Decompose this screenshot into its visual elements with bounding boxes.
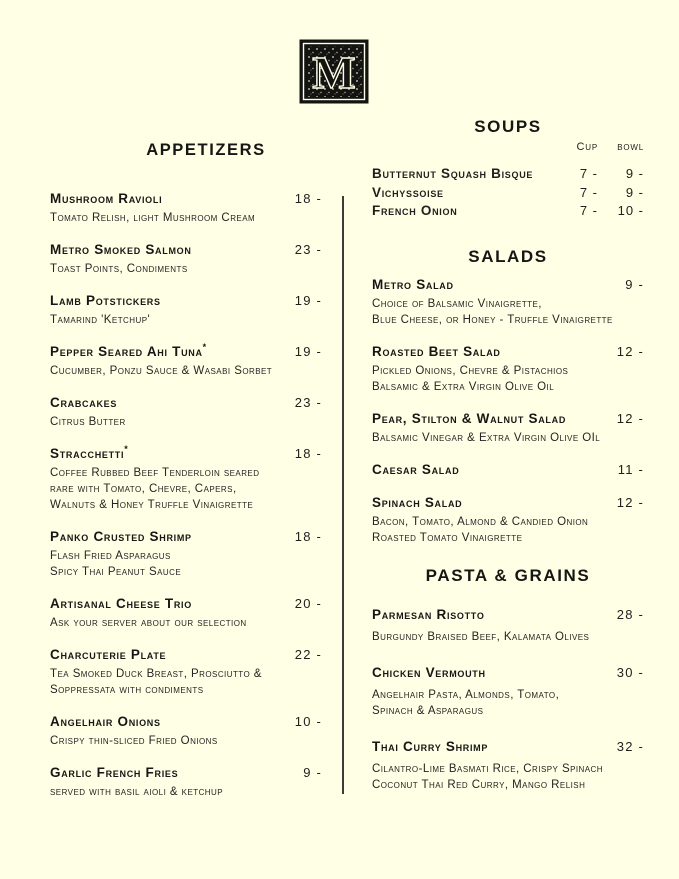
- menu-item: [50, 527, 322, 580]
- appetizers-section: [50, 141, 322, 814]
- soup-bowl-price: 9 -: [625, 184, 644, 200]
- menu-item: [50, 645, 322, 698]
- menu-item-asterisk: *: [124, 444, 128, 454]
- menu-item-price: 19 -: [294, 344, 322, 359]
- description-line: Toast Points, Condiments: [50, 263, 188, 275]
- menu-item-name: Garlic French Fries: [50, 765, 179, 780]
- menu-item-name: Lamb Potstickers: [50, 293, 161, 308]
- menu-item-name: Crabcakes: [50, 395, 118, 410]
- menu-item-name: Metro Smoked Salmon: [50, 242, 192, 257]
- menu-item-price: 10 -: [294, 714, 322, 729]
- menu-item-price: 23 -: [294, 395, 322, 410]
- menu-item: [50, 444, 322, 513]
- menu-item-row: [372, 605, 644, 624]
- menu-item-row: [50, 444, 322, 463]
- description-line: Blue Cheese, or Honey - Truffle Vinaigrette: [372, 313, 613, 326]
- menu-item-description: [372, 296, 644, 328]
- menu-item-row: [372, 737, 644, 756]
- column-divider-line: [342, 196, 344, 794]
- menu-item-price: 30 -: [616, 664, 644, 680]
- right-column-sections: [372, 117, 644, 811]
- menu-item-price: 18 -: [294, 529, 322, 544]
- menu-item: [50, 240, 322, 277]
- menu-item-row: [50, 240, 322, 259]
- menu-item-description: [50, 784, 322, 800]
- menu-item: [372, 737, 644, 793]
- description-line: Flash Fried Asparagus: [50, 550, 171, 562]
- menu-item-description: [50, 312, 322, 328]
- menu-item: [372, 460, 644, 479]
- menu-item-price: 9 -: [303, 765, 322, 780]
- menu-item: [50, 594, 322, 631]
- menu-item: [372, 342, 644, 395]
- menu-item-price: 12 -: [616, 494, 644, 510]
- description-line: Balsamic & Extra Virgin Olive Oil: [372, 380, 555, 393]
- soup-cup-price: 7 -: [579, 166, 598, 181]
- menu-item-price: 11 -: [617, 461, 644, 477]
- pasta-item-list: [372, 605, 644, 793]
- menu-item-row: [50, 393, 322, 412]
- pasta-grains-heading: PASTA & GRAINS: [425, 565, 591, 585]
- menu-item-price: 20 -: [294, 596, 322, 611]
- description-line: Tomato Relish, light Mushroom Cream: [50, 212, 256, 224]
- menu-item-description: [50, 261, 322, 277]
- soup-item-row: [372, 202, 644, 221]
- menu-item: [50, 712, 322, 749]
- description-line: Cucumber, Ponzu Sauce & Wasabi Sorbet: [50, 365, 273, 377]
- menu-item-name: Artisanal Cheese Trio: [50, 596, 192, 611]
- menu-item-price: 28 -: [616, 606, 644, 622]
- menu-item-row: [50, 342, 322, 361]
- menu-item-name: Mushroom Ravioli: [50, 191, 163, 206]
- description-line: Tea Smoked Duck Breast, Prosciutto &: [50, 668, 262, 680]
- menu-item-description: [50, 363, 322, 379]
- menu-item-row: [50, 594, 322, 613]
- ornate-m-logo-icon: [299, 39, 369, 104]
- menu-item-name: Angelhair Onions: [50, 714, 161, 729]
- soup-item-row: [372, 165, 644, 184]
- description-line: Coffee Rubbed Beef Tenderloin seared: [50, 467, 260, 479]
- menu-item-name: Pepper Seared Ahi Tuna*: [50, 342, 207, 359]
- menu-item-row: [50, 763, 322, 782]
- menu-item-row: [50, 291, 322, 310]
- menu-item-row: [50, 645, 322, 664]
- menu-item-price: 19 -: [294, 293, 322, 308]
- description-line: rare with Tomato, Chevre, Capers,: [50, 483, 237, 495]
- soups-item-list: [372, 165, 644, 221]
- soups-size-columns: [372, 141, 644, 153]
- menu-item-name: Roasted Beet Salad: [372, 343, 501, 359]
- description-line: Pickled Onions, Chevre & Pistachios: [372, 364, 569, 377]
- menu-item-description: [372, 514, 644, 546]
- menu-item: [50, 189, 322, 226]
- menu-item: [372, 493, 644, 546]
- menu-item-name: Charcuterie Plate: [50, 647, 167, 662]
- appetizers-item-list: [50, 189, 322, 800]
- menu-item-row: [372, 342, 644, 361]
- menu-item-price: 12 -: [616, 343, 644, 359]
- description-line: Spicy Thai Peanut Sauce: [50, 566, 182, 578]
- menu-item-name: Chicken Vermouth: [372, 664, 486, 680]
- menu-item-description: [50, 548, 322, 580]
- menu-item-name: Spinach Salad: [372, 494, 463, 510]
- menu-item: [372, 605, 644, 645]
- soup-item-name: Vichyssoise: [372, 184, 444, 200]
- description-line: Ask your server about our selection: [50, 617, 247, 629]
- description-line: served with basil aioli & ketchup: [50, 786, 224, 798]
- menu-item: [372, 409, 644, 446]
- menu-item-name: Caesar Salad: [372, 461, 460, 477]
- menu-item-price: 18 -: [294, 191, 322, 206]
- menu-item: [372, 275, 644, 328]
- menu-item-name: Metro Salad: [372, 276, 454, 292]
- description-line: Tamarind 'Ketchup': [50, 314, 151, 326]
- menu-item: [50, 342, 322, 379]
- bowl-column-label: bowl: [617, 141, 644, 153]
- soup-cup-price: 7 -: [579, 184, 598, 200]
- menu-item-price: 9 -: [625, 276, 644, 292]
- description-line: Angelhair Pasta, Almonds, Tomato,: [372, 688, 560, 701]
- description-line: Soppressata with condiments: [50, 684, 204, 696]
- soup-item-name: Butternut Squash Bisque: [372, 166, 534, 181]
- svg-text:M: M: [312, 47, 356, 98]
- soup-cup-price: 7 -: [579, 203, 598, 218]
- menu-item-name: Stracchetti*: [50, 444, 128, 461]
- description-line: Crispy thin-sliced Fried Onions: [50, 735, 218, 747]
- salads-item-list: [372, 275, 644, 546]
- menu-item-description: [50, 666, 322, 698]
- menu-item-row: [50, 712, 322, 731]
- menu-item-row: [372, 663, 644, 682]
- menu-item-description: [50, 733, 322, 749]
- menu-item-name: Parmesan Risotto: [372, 606, 485, 622]
- menu-item: [50, 763, 322, 800]
- soup-item-row: [372, 184, 644, 203]
- menu-item-row: [372, 460, 644, 479]
- soup-item-name: French Onion: [372, 203, 458, 218]
- menu-item: [50, 393, 322, 430]
- soup-bowl-price: 10 -: [617, 203, 644, 218]
- menu-item-row: [372, 493, 644, 512]
- menu-item: [372, 663, 644, 719]
- menu-item-name: Thai Curry Shrimp: [372, 738, 489, 754]
- appetizers-heading: APPETIZERS: [146, 141, 266, 159]
- description-line: Roasted Tomato Vinaigrette: [372, 531, 523, 544]
- menu-item-row: [50, 189, 322, 208]
- description-line: Coconut Thai Red Curry, Mango Relish: [372, 778, 586, 791]
- cup-column-label: Cup: [576, 141, 598, 153]
- description-line: Walnuts & Honey Truffle Vinaigrette: [50, 499, 254, 511]
- logo: [299, 39, 369, 104]
- menu-item-price: 23 -: [294, 242, 322, 257]
- menu-item-description: [50, 465, 322, 513]
- soups-heading: SOUPS: [474, 117, 542, 136]
- description-line: Balsamic Vinegar & Extra Virgin Olive OIl: [372, 431, 601, 444]
- menu-item-description: [372, 363, 644, 395]
- menu-item-price: 18 -: [294, 446, 322, 461]
- salads-heading: SALADS: [468, 246, 548, 266]
- description-line: Bacon, Tomato, Almond & Candied Onion: [372, 515, 589, 528]
- menu-item-description: [50, 615, 322, 631]
- menu-item-asterisk: *: [202, 342, 207, 352]
- menu-item-price: 12 -: [616, 410, 644, 426]
- menu-item-name: Pear, Stilton & Walnut Salad: [372, 410, 567, 426]
- menu-item-description: [372, 761, 644, 793]
- description-line: Spinach & Asparagus: [372, 704, 484, 717]
- menu-item-price: 32 -: [616, 738, 644, 754]
- description-line: Choice of Balsamic Vinaigrette,: [372, 297, 542, 310]
- menu-item-description: [372, 430, 644, 446]
- menu-item-price: 22 -: [294, 647, 322, 662]
- menu-item-row: [372, 409, 644, 428]
- menu-item-name: Panko Crusted Shrimp: [50, 529, 192, 544]
- description-line: Burgundy Braised Beef, Kalamata Olives: [372, 630, 590, 643]
- menu-item: [50, 291, 322, 328]
- menu-item-description: [50, 210, 322, 226]
- description-line: Cilantro-Lime Basmati Rice, Crispy Spinach: [372, 762, 604, 775]
- soup-bowl-price: 9 -: [625, 166, 644, 181]
- description-line: Citrus Butter: [50, 416, 126, 428]
- menu-item-description: [372, 687, 644, 719]
- menu-item-row: [50, 527, 322, 546]
- menu-item-description: [50, 414, 322, 430]
- menu-item-description: [372, 629, 644, 645]
- menu-item-row: [372, 275, 644, 294]
